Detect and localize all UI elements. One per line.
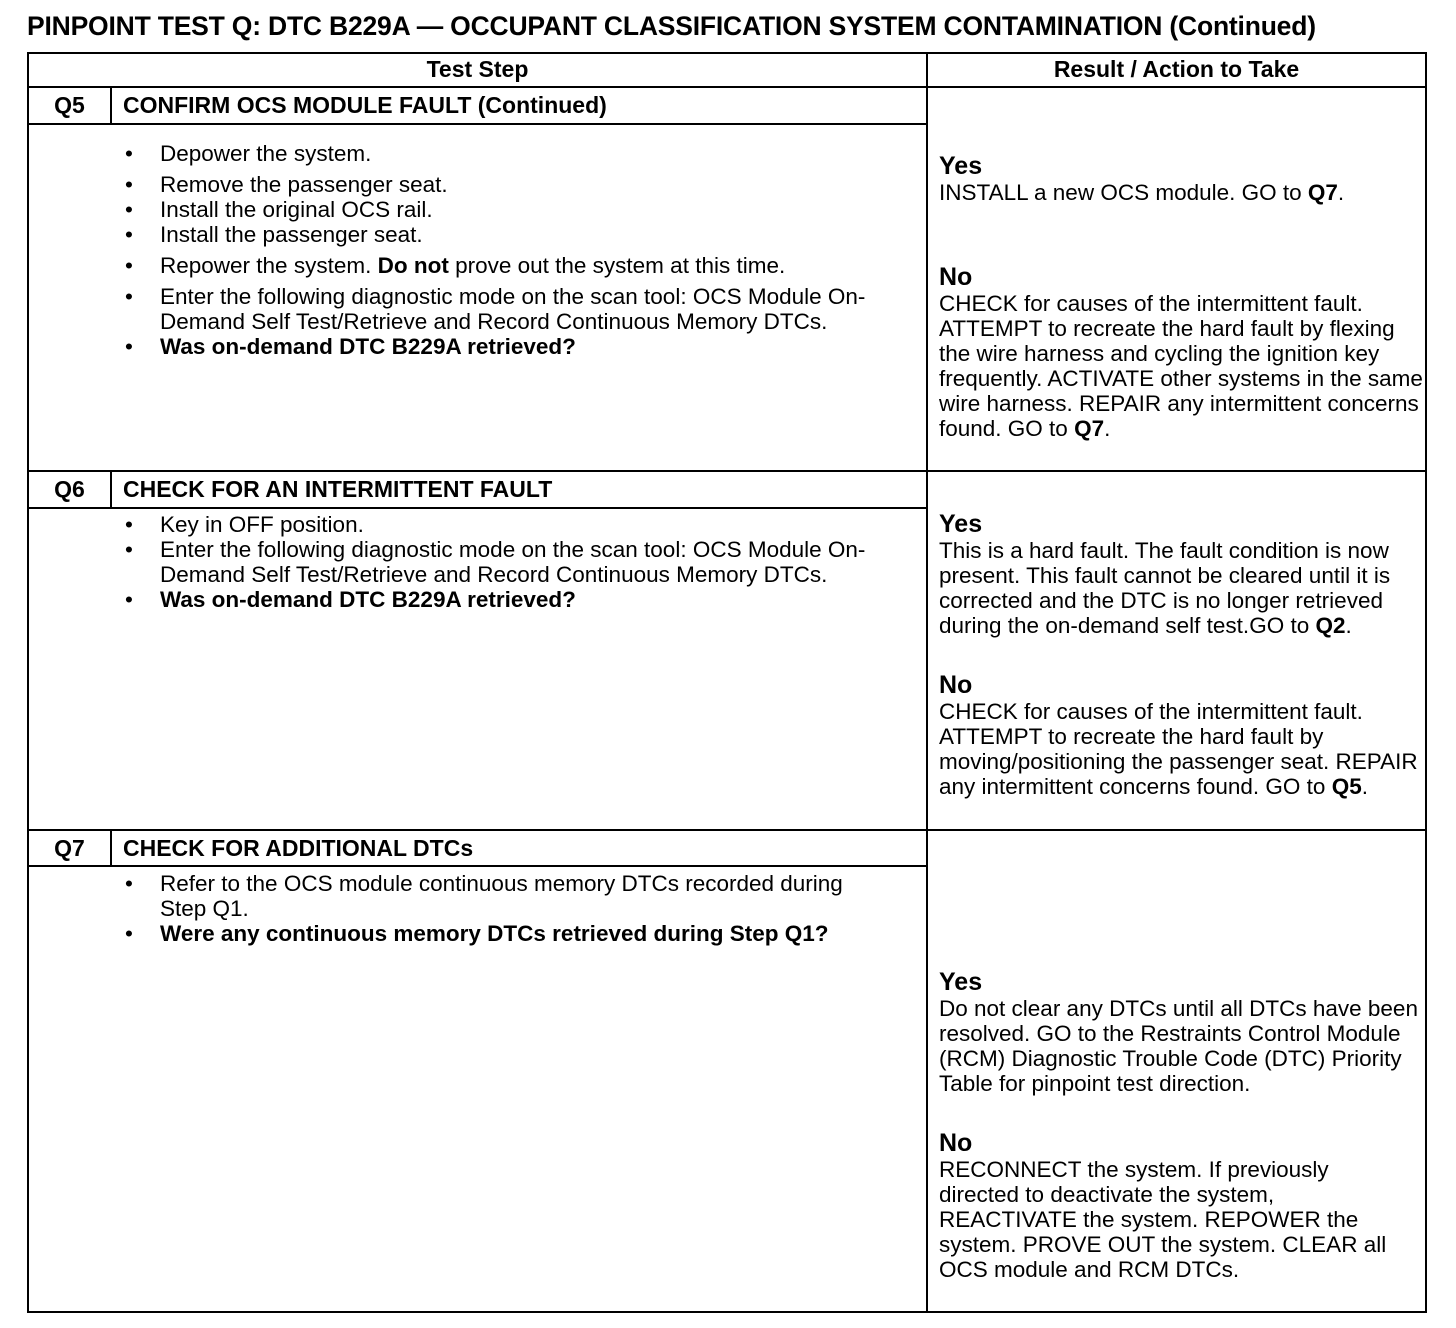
result-label-yes: Yes: [939, 152, 983, 180]
list-item: • Was on-demand DTC B229A retrieved?: [122, 587, 912, 612]
q6-steps: [122, 512, 912, 612]
bullet-icon: •: [125, 284, 133, 309]
q6-result-no: No CHECK for causes of the intermittent fault. ATTEMPT to recreate the hard fault by moving/positioning the passenger seat. REPAIR any intermittent concerns found. GO to Q5.: [939, 671, 1423, 799]
list-item: • Were any continuous memory DTCs retrieved during Step Q1?: [122, 921, 882, 946]
list-item: • Was on-demand DTC B229A retrieved?: [122, 334, 912, 359]
bullet-icon: •: [125, 537, 133, 562]
result-label-no: No: [939, 263, 973, 291]
bullet-icon: •: [125, 921, 133, 946]
list-item: • Refer to the OCS module continuous memory DTCs recorded during Step Q1.: [122, 871, 882, 921]
q7-result-yes: Yes Do not clear any DTCs until all DTCs have been resolved. GO to the Restraints Control Module (RCM) Diagnostic Trouble Code (DTC) Priority Table for pinpoint test direction.: [939, 968, 1423, 1096]
step-id-q5: Q5: [54, 92, 85, 118]
q5-steps: [122, 141, 912, 359]
q6-result-yes: Yes This is a hard fault. The fault condition is now present. This fault cannot be cleared until it is corrected and the DTC is no longer retrieved during the on-demand self test.GO to Q2.: [939, 510, 1423, 638]
bullet-icon: •: [125, 172, 133, 197]
list-item: • Install the original OCS rail.: [122, 197, 912, 222]
q5-title-divider: [27, 123, 927, 125]
list-item: • Remove the passenger seat.: [122, 172, 912, 197]
list-item: • Enter the following diagnostic mode on the scan tool: OCS Module On-Demand Self Test/Retrieve and Record Continuous Memory DTCs.: [122, 537, 912, 587]
page-title: PINPOINT TEST Q: DTC B229A — OCCUPANT CLASSIFICATION SYSTEM CONTAMINATION (Continued): [27, 11, 1316, 41]
bullet-icon: •: [125, 334, 133, 359]
step-title-q5: CONFIRM OCS MODULE FAULT (Continued): [123, 92, 607, 118]
bullet-icon: •: [125, 871, 133, 896]
list-item: • Repower the system. Do not prove out the system at this time.: [122, 253, 912, 278]
result-label-no: No: [939, 671, 973, 699]
q5-result-yes: Yes INSTALL a new OCS module. GO to Q7.: [939, 152, 1423, 205]
step-id-q6: Q6: [54, 476, 85, 502]
header-result: Result / Action to Take: [1053, 56, 1300, 82]
q5-result-no: No CHECK for causes of the intermittent fault. ATTEMPT to recreate the hard fault by flexing the wire harness and cycling the ignition key frequently. ACTIVATE other systems in the same wire harness. REPAIR any intermittent concerns found. GO to Q7.: [939, 263, 1423, 441]
step-title-q7: CHECK FOR ADDITIONAL DTCs: [123, 835, 474, 861]
result-label-yes: Yes: [939, 510, 983, 538]
step-id-q7: Q7: [54, 835, 85, 861]
bullet-icon: •: [125, 222, 133, 247]
q6-id-divider: [110, 471, 112, 507]
bullet-icon: •: [125, 253, 133, 278]
q7-title-divider: [27, 865, 927, 867]
list-item: • Install the passenger seat.: [122, 222, 912, 247]
list-item: • Key in OFF position.: [122, 512, 912, 537]
result-label-no: No: [939, 1129, 973, 1157]
q5-id-divider: [110, 88, 112, 124]
list-item: • Enter the following diagnostic mode on the scan tool: OCS Module On-Demand Self Test/Retrieve and Record Continuous Memory DTCs.: [122, 284, 912, 334]
q6-title-divider: [27, 507, 927, 509]
header-test-step: Test Step: [426, 56, 529, 82]
q7-steps: [122, 871, 882, 946]
column-divider: [926, 52, 928, 1313]
result-label-yes: Yes: [939, 968, 983, 996]
step-title-q6: CHECK FOR AN INTERMITTENT FAULT: [123, 476, 553, 502]
q7-id-divider: [110, 830, 112, 866]
list-item: • Depower the system.: [122, 141, 912, 166]
q7-result-no: No RECONNECT the system. If previously directed to deactivate the system, REACTIVATE the system. REPOWER the system. PROVE OUT the system. CLEAR all OCS module and RCM DTCs.: [939, 1129, 1389, 1282]
bullet-icon: •: [125, 587, 133, 612]
bullet-icon: •: [125, 512, 133, 537]
bullet-icon: •: [125, 141, 133, 166]
bullet-icon: •: [125, 197, 133, 222]
